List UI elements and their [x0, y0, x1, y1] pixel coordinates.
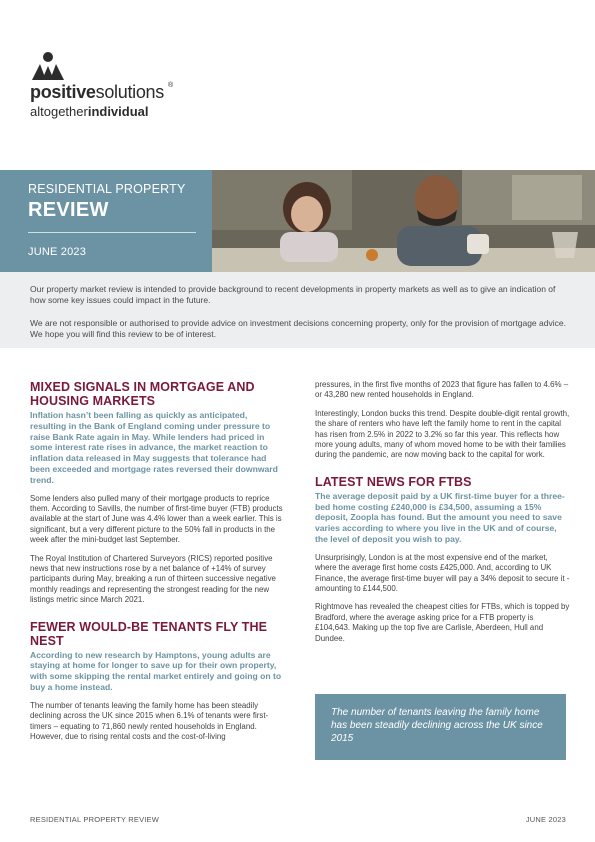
section-lead-ftbs: The average deposit paid by a UK first-time buyer for a three-bed home costing £240,000 is £34,500, assuming a 15% deposit, Zoopla has found. But the amount you need to save varies according to where you live in the UK and of course, the level of deposit you wish to pay. [315, 490, 565, 545]
section-lead-tenants: According to new research by Hamptons, young adults are staying at home for longer to save up for their own property, with some skipping the rental market entirely and going on to buy a home instead. [30, 649, 282, 693]
footer-title: RESIDENTIAL PROPERTY REVIEW [30, 815, 160, 824]
hero-kicker: RESIDENTIAL PROPERTY [28, 182, 186, 196]
body-paragraph: Some lenders also pulled many of their mortgage products to reprice them. According to Savills, the number of first-time buyer (FTB) products available at the start of June was 4.4% lower than a week earlier. This is significant, but a very different picture to the 50% fall in products in the week after the mini-budget last September. [30, 493, 283, 545]
section-heading-mixed-signals: MIXED SIGNALS IN MORTGAGE AND HOUSING MARKETS [30, 380, 255, 408]
body-paragraph: Interestingly, London bucks this trend. Despite double-digit rental growth, the share of renters who have left the family home to rent in the capital has risen from 2.5% in 2022 to 3.2% so far this year. This reflects how more young adults, many of whom moved home to be with their families during the pandemic, are now moving back to the capital for work. [315, 408, 570, 460]
brand-tagline [30, 104, 149, 119]
hero-photo [212, 170, 595, 272]
hero-banner [0, 170, 595, 272]
registered-mark: ® [167, 82, 173, 89]
right-column [315, 380, 570, 644]
body-paragraph: The number of tenants leaving the family home has been steadily declining across the UK since 2015 when 6.1% of tenants were first-timers – equating to 71,860 newly rented households in England. However, due to rising rental costs and the cost-of-living [30, 700, 269, 742]
section-heading-ftbs: LATEST NEWS FOR FTBS [315, 474, 472, 489]
left-column [30, 380, 285, 742]
intro-paragraph-2: We are not responsible or authorised to provide advice on investment decisions concerning property, only for the provision of mortgage advice. We hope you will find this review to be of interest. [30, 318, 566, 339]
brand-name [30, 82, 173, 103]
section-heading-tenants: FEWER WOULD-BE TENANTS FLY THE NEST [30, 619, 268, 648]
family-photo-illustration [212, 170, 595, 272]
brand-name-regular: solutions [95, 82, 164, 102]
body-paragraph: The Royal Institution of Chartered Surveyors (RICS) reported positive news that new instructions rose by a net balance of +14% of survey participants during May, breaking a run of thirteen successive negative monthly readings and representing the strongest reading for the new listings metric since March 2021. [30, 553, 276, 605]
hero-divider [28, 232, 196, 233]
intro-band [0, 272, 595, 348]
tagline-regular: altogether [30, 104, 88, 119]
body-paragraph: pressures, in the first five months of 2023 that figure has fallen to 4.6% – or 43,280 new rented households in England. [315, 380, 569, 400]
logo-mark-icon [30, 52, 66, 82]
tagline-bold: individual [87, 104, 149, 119]
hero-title-panel [0, 170, 212, 272]
brand-name-bold: positive [30, 82, 96, 102]
section-lead-mixed-signals: Inflation hasn’t been falling as quickly as anticipated, resulting in the Bank of England coming under pressure to raise Bank Rate again in May. While lenders had priced in some interest rate rises in advance, the market reaction to inflation data released in May suggests that tolerance had been exceeded and mortgage rates reversed their downward trend. [30, 410, 278, 485]
pull-quote-box [315, 694, 566, 760]
body-paragraph: Rightmove has revealed the cheapest cities for FTBs, which is topped by Bradford, where the average asking price for a FTB property is £104,643. Making up the top five are Carlisle, Aberdeen, Hull and Dundee. [315, 602, 570, 643]
hero-date: JUNE 2023 [28, 246, 87, 258]
pull-quote-text: The number of tenants leaving the family home has been steadily declining across the UK since 2015 [331, 707, 543, 744]
hero-title: REVIEW [28, 199, 109, 221]
intro-paragraph-1: Our property market review is intended to provide background to recent developments in property markets as well as to give an indication of how some key issues could impact in the future. [30, 284, 556, 305]
body-paragraph: Unsurprisingly, London is at the most expensive end of the market, where the average first home costs £425,000. And, according to UK Finance, the average first-time buyer will pay a 34% deposit to secure it - amounting to £144,500. [315, 552, 570, 594]
footer-date: JUNE 2023 [525, 815, 566, 824]
brand-logo [30, 52, 230, 122]
